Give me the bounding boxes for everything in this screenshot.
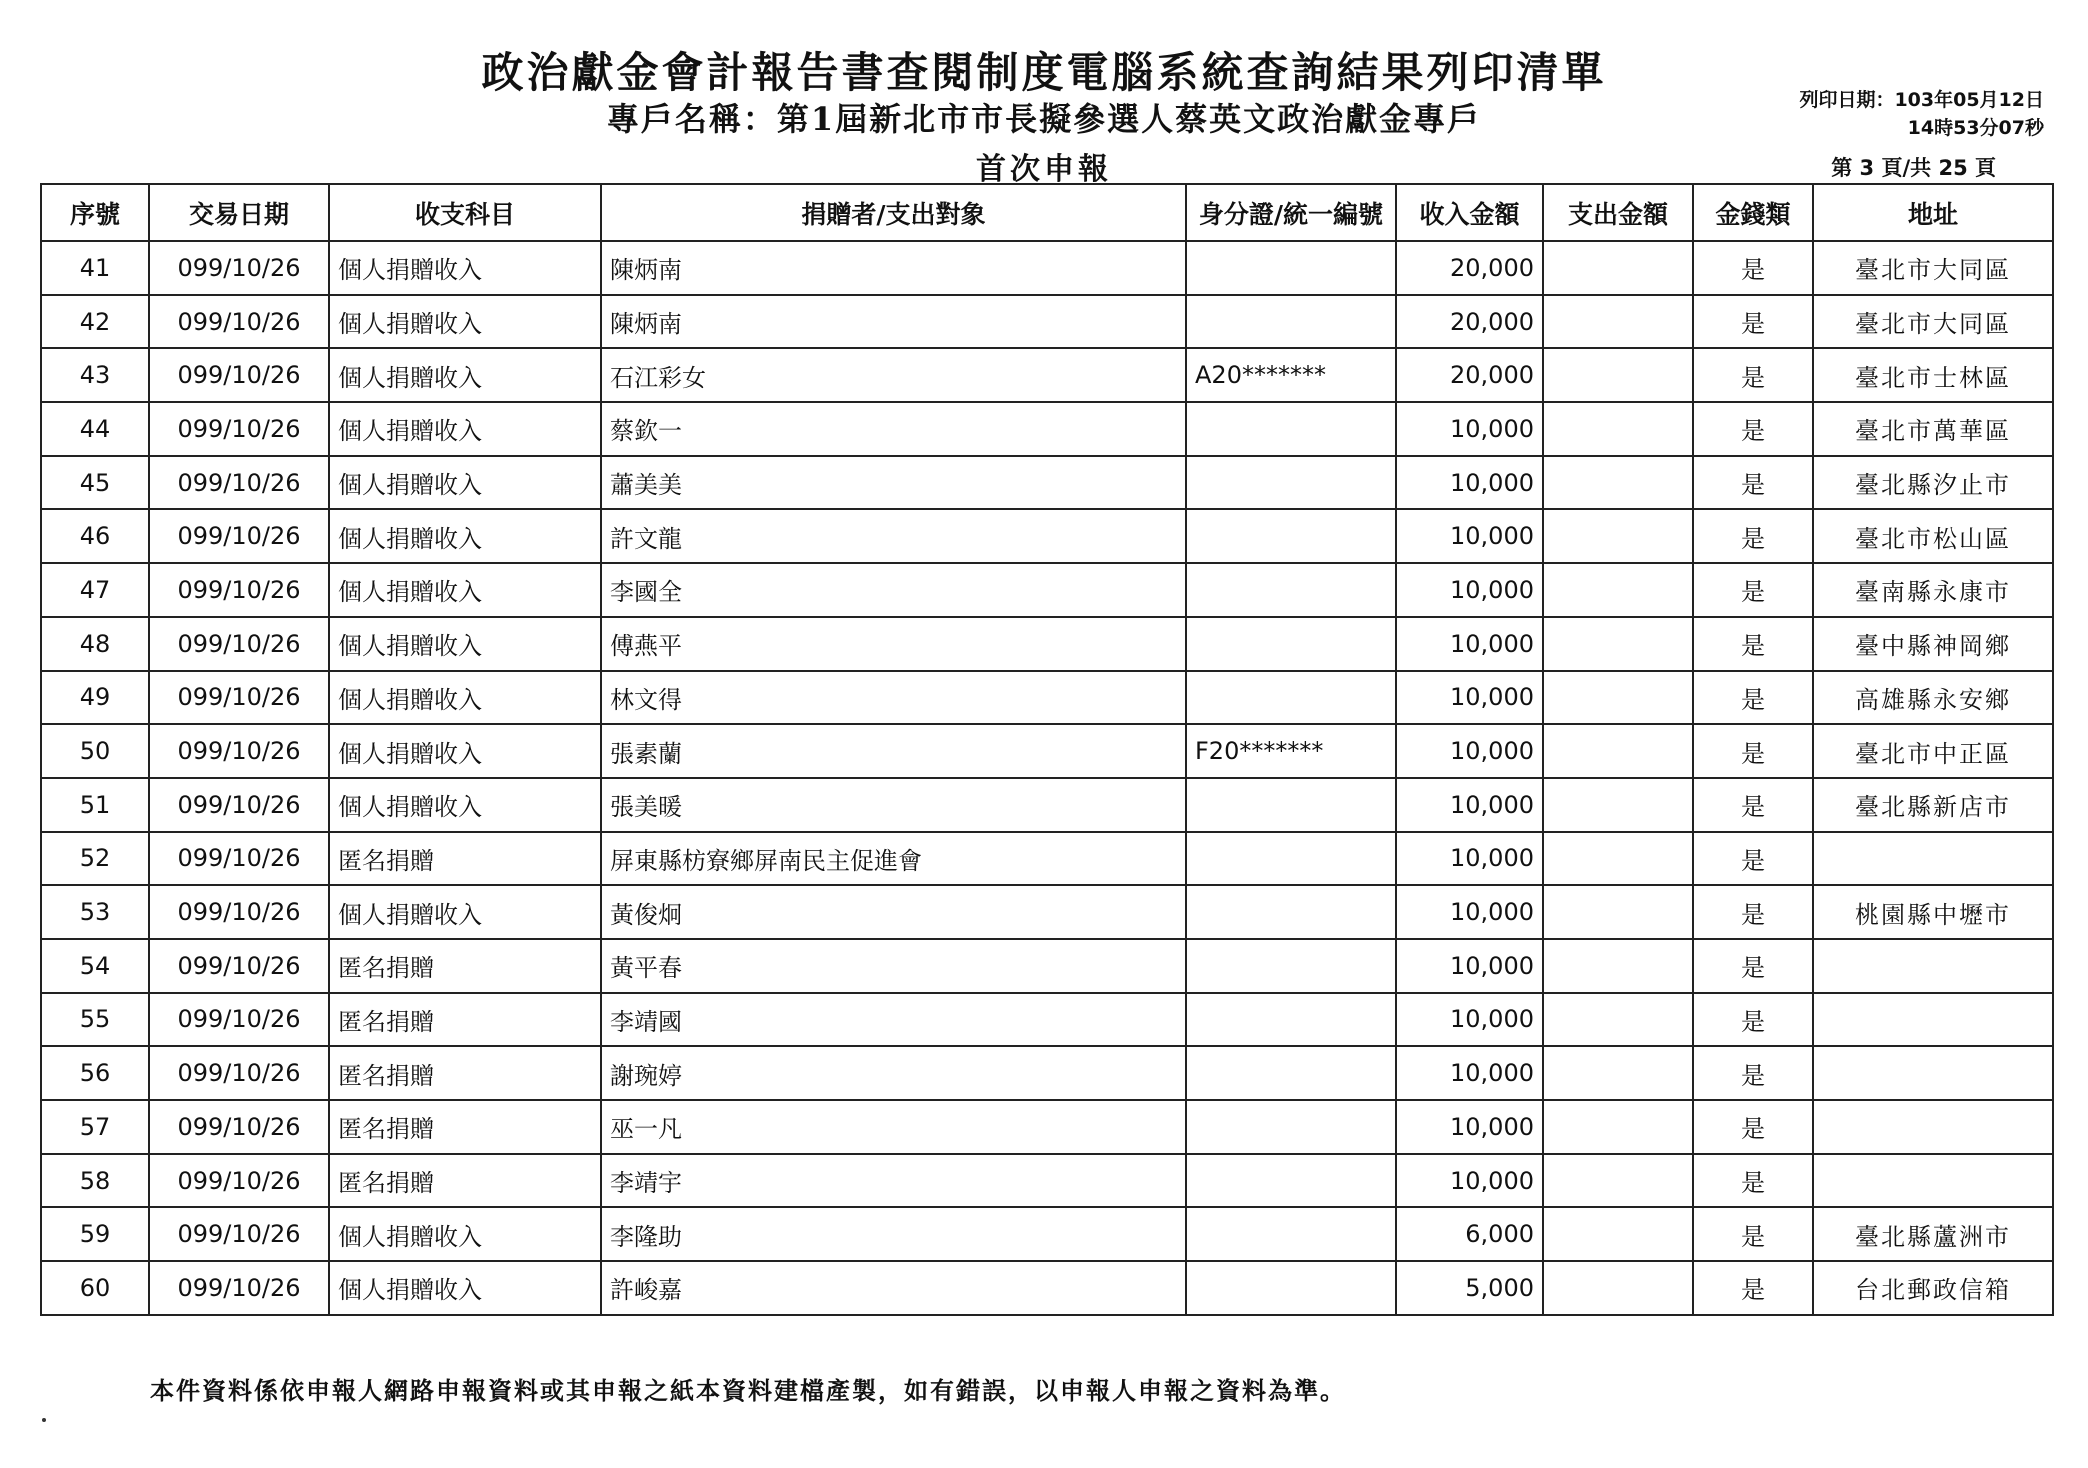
print-date-line2: 14時53分07秒: [1907, 117, 2044, 139]
cell-no: 43: [41, 348, 149, 402]
table-row: [41, 778, 2053, 832]
table-row: [41, 1100, 2053, 1154]
col-header-category: 收支科目: [329, 184, 601, 241]
ledger-body: [41, 241, 2053, 1315]
cell-donor: 陳炳南: [601, 241, 1186, 295]
cell-expense: [1543, 509, 1693, 563]
cell-category: 匿名捐贈: [329, 993, 601, 1047]
table-row: [41, 1261, 2053, 1315]
cell-no: 60: [41, 1261, 149, 1315]
cell-id: [1186, 509, 1396, 563]
cell-cash: 是: [1693, 1154, 1813, 1208]
cell-category: 個人捐贈收入: [329, 1261, 601, 1315]
cell-income: 10,000: [1396, 617, 1543, 671]
cell-income: 10,000: [1396, 778, 1543, 832]
cell-id: A20*******: [1186, 348, 1396, 402]
cell-expense: [1543, 1100, 1693, 1154]
cell-category: 個人捐贈收入: [329, 724, 601, 778]
cell-donor: 李靖宇: [601, 1154, 1186, 1208]
cell-address: 臺北市松山區: [1813, 509, 2053, 563]
cell-expense: [1543, 939, 1693, 993]
cell-id: [1186, 885, 1396, 939]
cell-income: 10,000: [1396, 563, 1543, 617]
cell-donor: 黃俊炯: [601, 885, 1186, 939]
col-header-id: 身分證/統一編號: [1186, 184, 1396, 241]
cell-donor: 石江彩女: [601, 348, 1186, 402]
cell-expense: [1543, 348, 1693, 402]
report-type: 首次申報: [976, 152, 1112, 187]
cell-no: 46: [41, 509, 149, 563]
cell-address: [1813, 939, 2053, 993]
cell-expense: [1543, 456, 1693, 510]
cell-id: [1186, 1154, 1396, 1208]
cell-address: 臺南縣永康市: [1813, 563, 2053, 617]
cell-donor: 李國全: [601, 563, 1186, 617]
cell-category: 匿名捐贈: [329, 939, 601, 993]
cell-cash: 是: [1693, 1046, 1813, 1100]
cell-cash: 是: [1693, 1100, 1813, 1154]
cell-category: 個人捐贈收入: [329, 241, 601, 295]
cell-id: [1186, 1207, 1396, 1261]
cell-date: 099/10/26: [149, 1046, 329, 1100]
col-header-expense: 支出金額: [1543, 184, 1693, 241]
cell-income: 10,000: [1396, 456, 1543, 510]
cell-income: 10,000: [1396, 1154, 1543, 1208]
cell-cash: 是: [1693, 617, 1813, 671]
cell-address: [1813, 1100, 2053, 1154]
cell-no: 51: [41, 778, 149, 832]
cell-income: 6,000: [1396, 1207, 1543, 1261]
document-title: 政治獻金會計報告書查閱制度電腦系統查詢結果列印清單: [481, 48, 1607, 97]
cell-expense: [1543, 671, 1693, 725]
cell-cash: 是: [1693, 1207, 1813, 1261]
cell-date: 099/10/26: [149, 993, 329, 1047]
col-header-no: 序號: [41, 184, 149, 241]
cell-address: 桃園縣中壢市: [1813, 885, 2053, 939]
cell-expense: [1543, 1207, 1693, 1261]
cell-donor: 謝琬婷: [601, 1046, 1186, 1100]
cell-cash: 是: [1693, 563, 1813, 617]
cell-address: 臺北市中正區: [1813, 724, 2053, 778]
cell-category: 個人捐贈收入: [329, 885, 601, 939]
cell-date: 099/10/26: [149, 456, 329, 510]
cell-date: 099/10/26: [149, 402, 329, 456]
cell-income: 20,000: [1396, 348, 1543, 402]
cell-date: 099/10/26: [149, 617, 329, 671]
cell-date: 099/10/26: [149, 563, 329, 617]
cell-cash: 是: [1693, 241, 1813, 295]
cell-category: 匿名捐贈: [329, 1154, 601, 1208]
cell-id: [1186, 1046, 1396, 1100]
cell-donor: 李隆助: [601, 1207, 1186, 1261]
cell-donor: 傅燕平: [601, 617, 1186, 671]
cell-no: 48: [41, 617, 149, 671]
cell-date: 099/10/26: [149, 1100, 329, 1154]
cell-id: F20*******: [1186, 724, 1396, 778]
cell-no: 44: [41, 402, 149, 456]
cell-date: 099/10/26: [149, 348, 329, 402]
cell-no: 57: [41, 1100, 149, 1154]
cell-donor: 黃平春: [601, 939, 1186, 993]
cell-expense: [1543, 402, 1693, 456]
cell-id: [1186, 832, 1396, 886]
cell-income: 10,000: [1396, 402, 1543, 456]
cell-cash: 是: [1693, 885, 1813, 939]
cell-no: 56: [41, 1046, 149, 1100]
cell-no: 52: [41, 832, 149, 886]
cell-date: 099/10/26: [149, 724, 329, 778]
footer-note: 本件資料係依申報人網路申報資料或其申報之紙本資料建檔產製，如有錯誤，以申報人申報之資料為準。: [150, 1376, 1346, 1405]
cell-cash: 是: [1693, 778, 1813, 832]
cell-date: 099/10/26: [149, 295, 329, 349]
cell-id: [1186, 778, 1396, 832]
cell-cash: 是: [1693, 456, 1813, 510]
cell-date: 099/10/26: [149, 939, 329, 993]
cell-donor: 許文龍: [601, 509, 1186, 563]
cell-income: 10,000: [1396, 939, 1543, 993]
table-row: [41, 456, 2053, 510]
cell-income: 10,000: [1396, 724, 1543, 778]
cell-category: 匿名捐贈: [329, 1100, 601, 1154]
table-row: [41, 295, 2053, 349]
cell-income: 10,000: [1396, 1100, 1543, 1154]
table-row: [41, 939, 2053, 993]
cell-address: [1813, 1046, 2053, 1100]
table-row: [41, 1046, 2053, 1100]
col-header-cash: 金錢類: [1693, 184, 1813, 241]
table-row: [41, 724, 2053, 778]
cell-id: [1186, 617, 1396, 671]
cell-id: [1186, 563, 1396, 617]
cell-income: 10,000: [1396, 509, 1543, 563]
col-header-address: 地址: [1813, 184, 2053, 241]
table-row: [41, 241, 2053, 295]
cell-address: [1813, 1154, 2053, 1208]
cell-expense: [1543, 1154, 1693, 1208]
cell-cash: 是: [1693, 832, 1813, 886]
cell-donor: 蕭美美: [601, 456, 1186, 510]
cell-date: 099/10/26: [149, 1261, 329, 1315]
cell-category: 個人捐贈收入: [329, 563, 601, 617]
page-info: 第 3 頁/共 25 頁: [1831, 156, 1996, 180]
cell-no: 45: [41, 456, 149, 510]
table-row: [41, 1207, 2053, 1261]
cell-category: 個人捐贈收入: [329, 295, 601, 349]
cell-income: 10,000: [1396, 885, 1543, 939]
cell-id: [1186, 939, 1396, 993]
cell-cash: 是: [1693, 939, 1813, 993]
cell-no: 53: [41, 885, 149, 939]
cell-no: 42: [41, 295, 149, 349]
cell-category: 個人捐贈收入: [329, 671, 601, 725]
cell-expense: [1543, 724, 1693, 778]
cell-income: 10,000: [1396, 1046, 1543, 1100]
cell-income: 20,000: [1396, 295, 1543, 349]
cell-date: 099/10/26: [149, 1154, 329, 1208]
cell-id: [1186, 671, 1396, 725]
print-date: [1799, 86, 2044, 142]
cell-expense: [1543, 617, 1693, 671]
cell-expense: [1543, 1261, 1693, 1315]
cell-address: 台北郵政信箱: [1813, 1261, 2053, 1315]
table-row: [41, 402, 2053, 456]
cell-address: 高雄縣永安鄉: [1813, 671, 2053, 725]
cell-category: 個人捐贈收入: [329, 348, 601, 402]
cell-address: 臺北市大同區: [1813, 295, 2053, 349]
cell-no: 55: [41, 993, 149, 1047]
account-name: 專戶名稱：第1屆新北市市長擬參選人蔡英文政治獻金專戶: [606, 100, 1482, 138]
cell-category: 個人捐贈收入: [329, 509, 601, 563]
cell-no: 58: [41, 1154, 149, 1208]
cell-category: 個人捐贈收入: [329, 617, 601, 671]
col-header-donor: 捐贈者/支出對象: [601, 184, 1186, 241]
cell-date: 099/10/26: [149, 832, 329, 886]
table-row: [41, 563, 2053, 617]
cell-donor: 張美暖: [601, 778, 1186, 832]
cell-donor: 張素蘭: [601, 724, 1186, 778]
cell-id: [1186, 241, 1396, 295]
cell-cash: 是: [1693, 724, 1813, 778]
cell-no: 59: [41, 1207, 149, 1261]
cell-cash: 是: [1693, 402, 1813, 456]
cell-address: 臺北市大同區: [1813, 241, 2053, 295]
cell-donor: 林文得: [601, 671, 1186, 725]
cell-no: 41: [41, 241, 149, 295]
cell-expense: [1543, 1046, 1693, 1100]
cell-income: 10,000: [1396, 671, 1543, 725]
cell-cash: 是: [1693, 295, 1813, 349]
cell-donor: 許峻嘉: [601, 1261, 1186, 1315]
cell-category: 個人捐贈收入: [329, 402, 601, 456]
table-row: [41, 1154, 2053, 1208]
cell-donor: 陳炳南: [601, 295, 1186, 349]
cell-cash: 是: [1693, 993, 1813, 1047]
ledger-table: [40, 183, 2054, 1316]
cell-expense: [1543, 832, 1693, 886]
cell-income: 10,000: [1396, 993, 1543, 1047]
table-row: [41, 509, 2053, 563]
table-row: [41, 617, 2053, 671]
table-row: [41, 993, 2053, 1047]
cell-address: 臺北縣汐止市: [1813, 456, 2053, 510]
cell-date: 099/10/26: [149, 671, 329, 725]
table-header-row: [41, 184, 2053, 241]
cell-date: 099/10/26: [149, 778, 329, 832]
cell-no: 54: [41, 939, 149, 993]
cell-date: 099/10/26: [149, 509, 329, 563]
cell-no: 47: [41, 563, 149, 617]
cell-address: 臺北縣新店市: [1813, 778, 2053, 832]
cell-id: [1186, 402, 1396, 456]
cell-date: 099/10/26: [149, 885, 329, 939]
cell-no: 49: [41, 671, 149, 725]
cell-category: 個人捐贈收入: [329, 778, 601, 832]
col-header-income: 收入金額: [1396, 184, 1543, 241]
cell-expense: [1543, 885, 1693, 939]
cell-address: [1813, 993, 2053, 1047]
cell-donor: 蔡欽一: [601, 402, 1186, 456]
cell-donor: 巫一凡: [601, 1100, 1186, 1154]
cell-id: [1186, 993, 1396, 1047]
cell-cash: 是: [1693, 509, 1813, 563]
cell-id: [1186, 456, 1396, 510]
cell-category: 個人捐贈收入: [329, 1207, 601, 1261]
cell-expense: [1543, 295, 1693, 349]
cell-expense: [1543, 993, 1693, 1047]
cell-income: 20,000: [1396, 241, 1543, 295]
cell-date: 099/10/26: [149, 1207, 329, 1261]
cell-income: 10,000: [1396, 832, 1543, 886]
table-row: [41, 885, 2053, 939]
cell-income: 5,000: [1396, 1261, 1543, 1315]
cell-expense: [1543, 563, 1693, 617]
print-date-line1: 列印日期：103年05月12日: [1799, 89, 2044, 111]
cell-cash: 是: [1693, 1261, 1813, 1315]
cell-expense: [1543, 778, 1693, 832]
table-row: [41, 671, 2053, 725]
col-header-date: 交易日期: [149, 184, 329, 241]
cell-address: 臺北市萬華區: [1813, 402, 2053, 456]
cell-address: 臺北市士林區: [1813, 348, 2053, 402]
cell-donor: 李靖國: [601, 993, 1186, 1047]
cell-id: [1186, 1261, 1396, 1315]
table-row: [41, 348, 2053, 402]
table-row: [41, 832, 2053, 886]
cell-date: 099/10/26: [149, 241, 329, 295]
cell-donor: 屏東縣枋寮鄉屏南民主促進會: [601, 832, 1186, 886]
cell-no: 50: [41, 724, 149, 778]
cell-address: 臺北縣蘆洲市: [1813, 1207, 2053, 1261]
cell-cash: 是: [1693, 671, 1813, 725]
cell-address: [1813, 832, 2053, 886]
cell-cash: 是: [1693, 348, 1813, 402]
cell-expense: [1543, 241, 1693, 295]
cell-address: 臺中縣神岡鄉: [1813, 617, 2053, 671]
cell-category: 個人捐贈收入: [329, 456, 601, 510]
cell-category: 匿名捐贈: [329, 832, 601, 886]
cell-id: [1186, 1100, 1396, 1154]
scan-speck: [42, 1418, 46, 1422]
cell-id: [1186, 295, 1396, 349]
cell-category: 匿名捐贈: [329, 1046, 601, 1100]
